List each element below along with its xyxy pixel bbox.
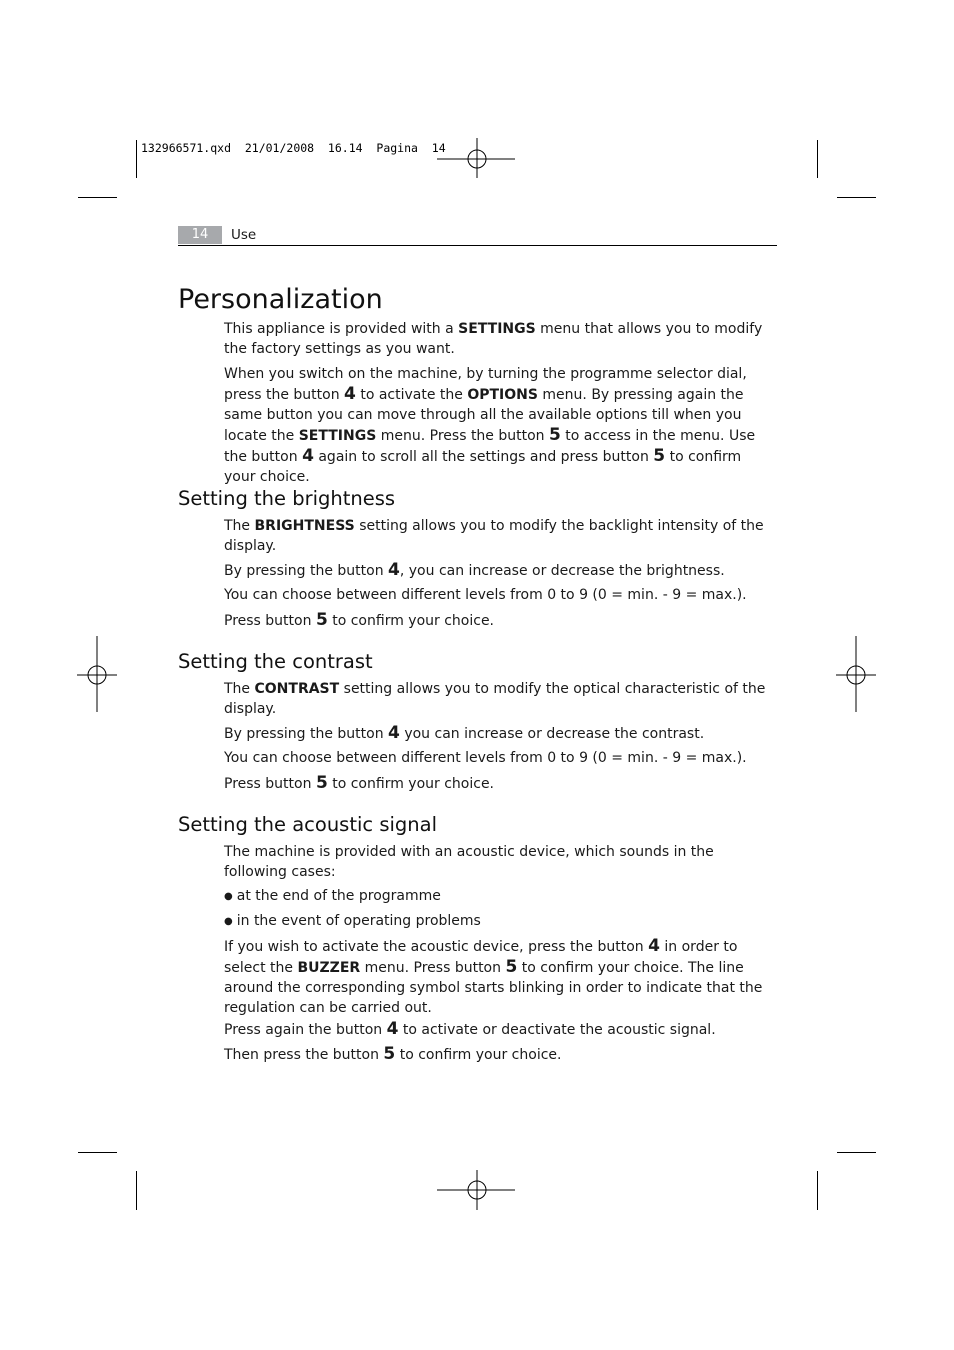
contrast-paragraph-1: The CONTRAST setting allows you to modify the optical characteristic of the display.: [224, 681, 766, 717]
contrast-paragraph-4: Press button 5 to confirm your choice.: [224, 773, 495, 793]
brightness-paragraph-3: You can choose between different levels from 0 to 9 (0 = min. - 9 = max.).: [224, 587, 747, 603]
crop-mark: [78, 197, 117, 198]
contrast-paragraph-3: You can choose between different levels from 0 to 9 (0 = min. - 9 = max.).: [224, 750, 747, 766]
crop-mark: [837, 1152, 876, 1153]
acoustic-paragraph-3: Press again the button 4 to activate or deactivate the acoustic signal.: [224, 1019, 716, 1039]
brightness-paragraph-1: The BRIGHTNESS setting allows you to modify the backlight intensity of the display.: [224, 518, 764, 554]
intro-paragraph-2: When you switch on the machine, by turning the programme selector dial, press the button 4 to activate the OPTIONS menu. By pressing again the same button you can move through all the available options till when you locate the SETTINGS menu. Press the button 5 to access in the menu. Use the button 4 again to scroll all the settings and press button 5 to confirm your choice.: [224, 366, 756, 485]
crop-mark: [136, 1171, 137, 1210]
contrast-paragraph-2: By pressing the button 4 you can increase or decrease the contrast.: [224, 723, 705, 743]
crop-mark: [136, 140, 137, 178]
list-item: ● in the event of operating problems: [224, 911, 777, 933]
crop-mark: [817, 1171, 818, 1210]
registration-mark-left: [77, 636, 119, 714]
page-title: Personalization: [178, 284, 383, 315]
registration-mark-right: [836, 636, 878, 714]
page-number-badge: 14: [178, 226, 222, 244]
header-rule: [178, 245, 777, 246]
crop-mark: [78, 1152, 117, 1153]
print-slug: 132966571.qxd 21/01/2008 16.14 Pagina 14: [141, 141, 446, 155]
section-label: Use: [231, 227, 257, 243]
acoustic-paragraph-2: If you wish to activate the acoustic device, press the button 4 in order to select the BUZZER menu. Press button 5 to confirm your choice. The line around the corresponding symbol starts blinking in order to indicate that the regulation can be carried out.: [224, 936, 763, 1016]
registration-mark-top: [437, 138, 517, 180]
intro-paragraph-1: This appliance is provided with a SETTINGS menu that allows you to modify the factory settings as you want.: [224, 321, 763, 357]
heading-acoustic-signal: Setting the acoustic signal: [178, 813, 438, 836]
heading-brightness: Setting the brightness: [178, 487, 396, 510]
acoustic-paragraph-4: Then press the button 5 to confirm your choice.: [224, 1044, 562, 1064]
brightness-paragraph-4: Press button 5 to confirm your choice.: [224, 610, 495, 630]
heading-contrast: Setting the contrast: [178, 650, 373, 673]
list-item: ● at the end of the programme: [224, 886, 777, 908]
brightness-paragraph-2: By pressing the button 4, you can increase or decrease the brightness.: [224, 560, 725, 580]
acoustic-paragraph-1: The machine is provided with an acoustic device, which sounds in the following cases:: [224, 844, 714, 880]
crop-mark: [817, 140, 818, 178]
registration-mark-bottom: [437, 1170, 517, 1212]
crop-mark: [837, 197, 876, 198]
